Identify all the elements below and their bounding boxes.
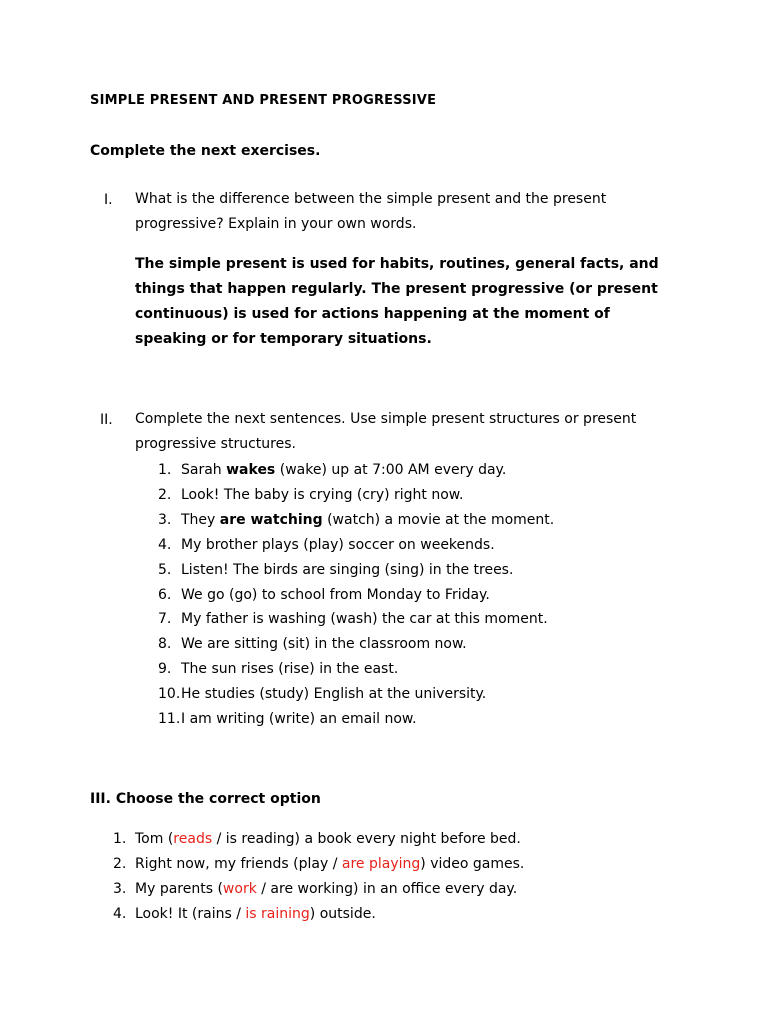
list-item bbox=[135, 854, 524, 874]
list-item-text: (watch) a movie at the moment. bbox=[322, 511, 555, 528]
list-item-number: 5. bbox=[158, 561, 172, 578]
list-item-text: / is reading) a book every night before bed. bbox=[212, 831, 521, 847]
list-item-text: Look! It (rains / bbox=[135, 905, 246, 922]
list-item-number: 1. bbox=[113, 831, 127, 847]
list-item-text: We go (go) to school from Monday to Friday. bbox=[181, 586, 490, 603]
list-item-number: 8. bbox=[158, 636, 172, 653]
list-item bbox=[135, 879, 517, 899]
list-item bbox=[181, 709, 417, 729]
list-item-text: My brother plays (play) soccer on weekends. bbox=[181, 536, 495, 553]
list-item-text: They bbox=[181, 511, 220, 528]
section-2-prompt bbox=[135, 407, 636, 457]
section-2-numeral: II. bbox=[100, 412, 113, 428]
list-item-text: ) video games. bbox=[420, 855, 525, 872]
list-item-text: The sun rises (rise) in the east. bbox=[181, 661, 399, 678]
list-item bbox=[181, 634, 467, 654]
list-item-answer: is raining bbox=[245, 905, 310, 922]
list-item-text: / are working) in an office every day. bbox=[256, 880, 518, 897]
list-item-number: 3. bbox=[158, 511, 172, 528]
section-1-question-line: What is the difference between the simple present and the present bbox=[135, 191, 607, 207]
list-item bbox=[181, 535, 495, 555]
list-item-text: Look! The baby is crying (cry) right now. bbox=[181, 486, 464, 503]
list-item-text: My parents ( bbox=[135, 880, 223, 897]
section-1-answer: The simple present is used for habits, routines, general facts, and things that happen regularly. The present progressive (or present continuous) is used for actions happening at the moment of speaking or for temporary situations. bbox=[135, 256, 659, 347]
list-item-number: 7. bbox=[158, 611, 172, 628]
list-item-answer: wakes bbox=[226, 462, 276, 478]
list-item-number: 4. bbox=[113, 905, 127, 922]
list-item bbox=[181, 585, 490, 605]
list-item bbox=[181, 659, 398, 679]
list-item-number: 11. bbox=[158, 711, 181, 727]
list-item-text: Tom ( bbox=[135, 831, 174, 847]
list-item-text: ) outside. bbox=[309, 905, 376, 922]
section-2-prompt-line: Complete the next sentences. Use simple present structures or present bbox=[135, 411, 637, 427]
list-item-number: 2. bbox=[113, 855, 127, 872]
list-item-answer: work bbox=[222, 880, 257, 897]
list-item-text: We are sitting (sit) in the classroom now. bbox=[181, 636, 467, 653]
section-1-question bbox=[135, 187, 606, 237]
list-item-number: 6. bbox=[158, 586, 172, 603]
list-item-text: My father is washing (wash) the car at this moment. bbox=[181, 611, 548, 628]
list-item-text: He studies (study) English at the university. bbox=[181, 686, 487, 703]
section-3-heading: III. Choose the correct option bbox=[90, 791, 321, 807]
section-1-question-line: progressive? Explain in your own words. bbox=[135, 216, 417, 232]
list-item-number: 1. bbox=[158, 462, 172, 478]
list-item-text: Right now, my friends (play / bbox=[135, 855, 342, 872]
list-item-text: I am writing (write) an email now. bbox=[181, 711, 417, 727]
list-item-number: 4. bbox=[158, 536, 172, 553]
list-item-answer: reads bbox=[173, 831, 213, 847]
list-item bbox=[181, 684, 486, 704]
document-title: SIMPLE PRESENT AND PRESENT PROGRESSIVE bbox=[90, 93, 437, 108]
list-item bbox=[135, 904, 376, 924]
list-item-text: Sarah bbox=[181, 462, 227, 478]
list-item-answer: are watching bbox=[219, 511, 323, 528]
list-item bbox=[181, 609, 548, 629]
list-item bbox=[181, 510, 554, 530]
list-item-number: 10. bbox=[158, 686, 181, 703]
list-item-number: 3. bbox=[113, 880, 127, 897]
list-item-answer: are playing bbox=[341, 855, 421, 872]
list-item bbox=[181, 560, 513, 580]
list-item bbox=[181, 460, 506, 480]
list-item bbox=[135, 829, 521, 849]
list-item bbox=[181, 485, 463, 505]
section-1-numeral: I. bbox=[104, 192, 113, 208]
list-item-number: 9. bbox=[158, 661, 172, 678]
instructions: Complete the next exercises. bbox=[90, 143, 321, 159]
list-item-text: (wake) up at 7:00 AM every day. bbox=[275, 462, 507, 478]
list-item-number: 2. bbox=[158, 486, 172, 503]
list-item-text: Listen! The birds are singing (sing) in the trees. bbox=[181, 561, 514, 578]
section-2-prompt-line: progressive structures. bbox=[135, 436, 296, 452]
